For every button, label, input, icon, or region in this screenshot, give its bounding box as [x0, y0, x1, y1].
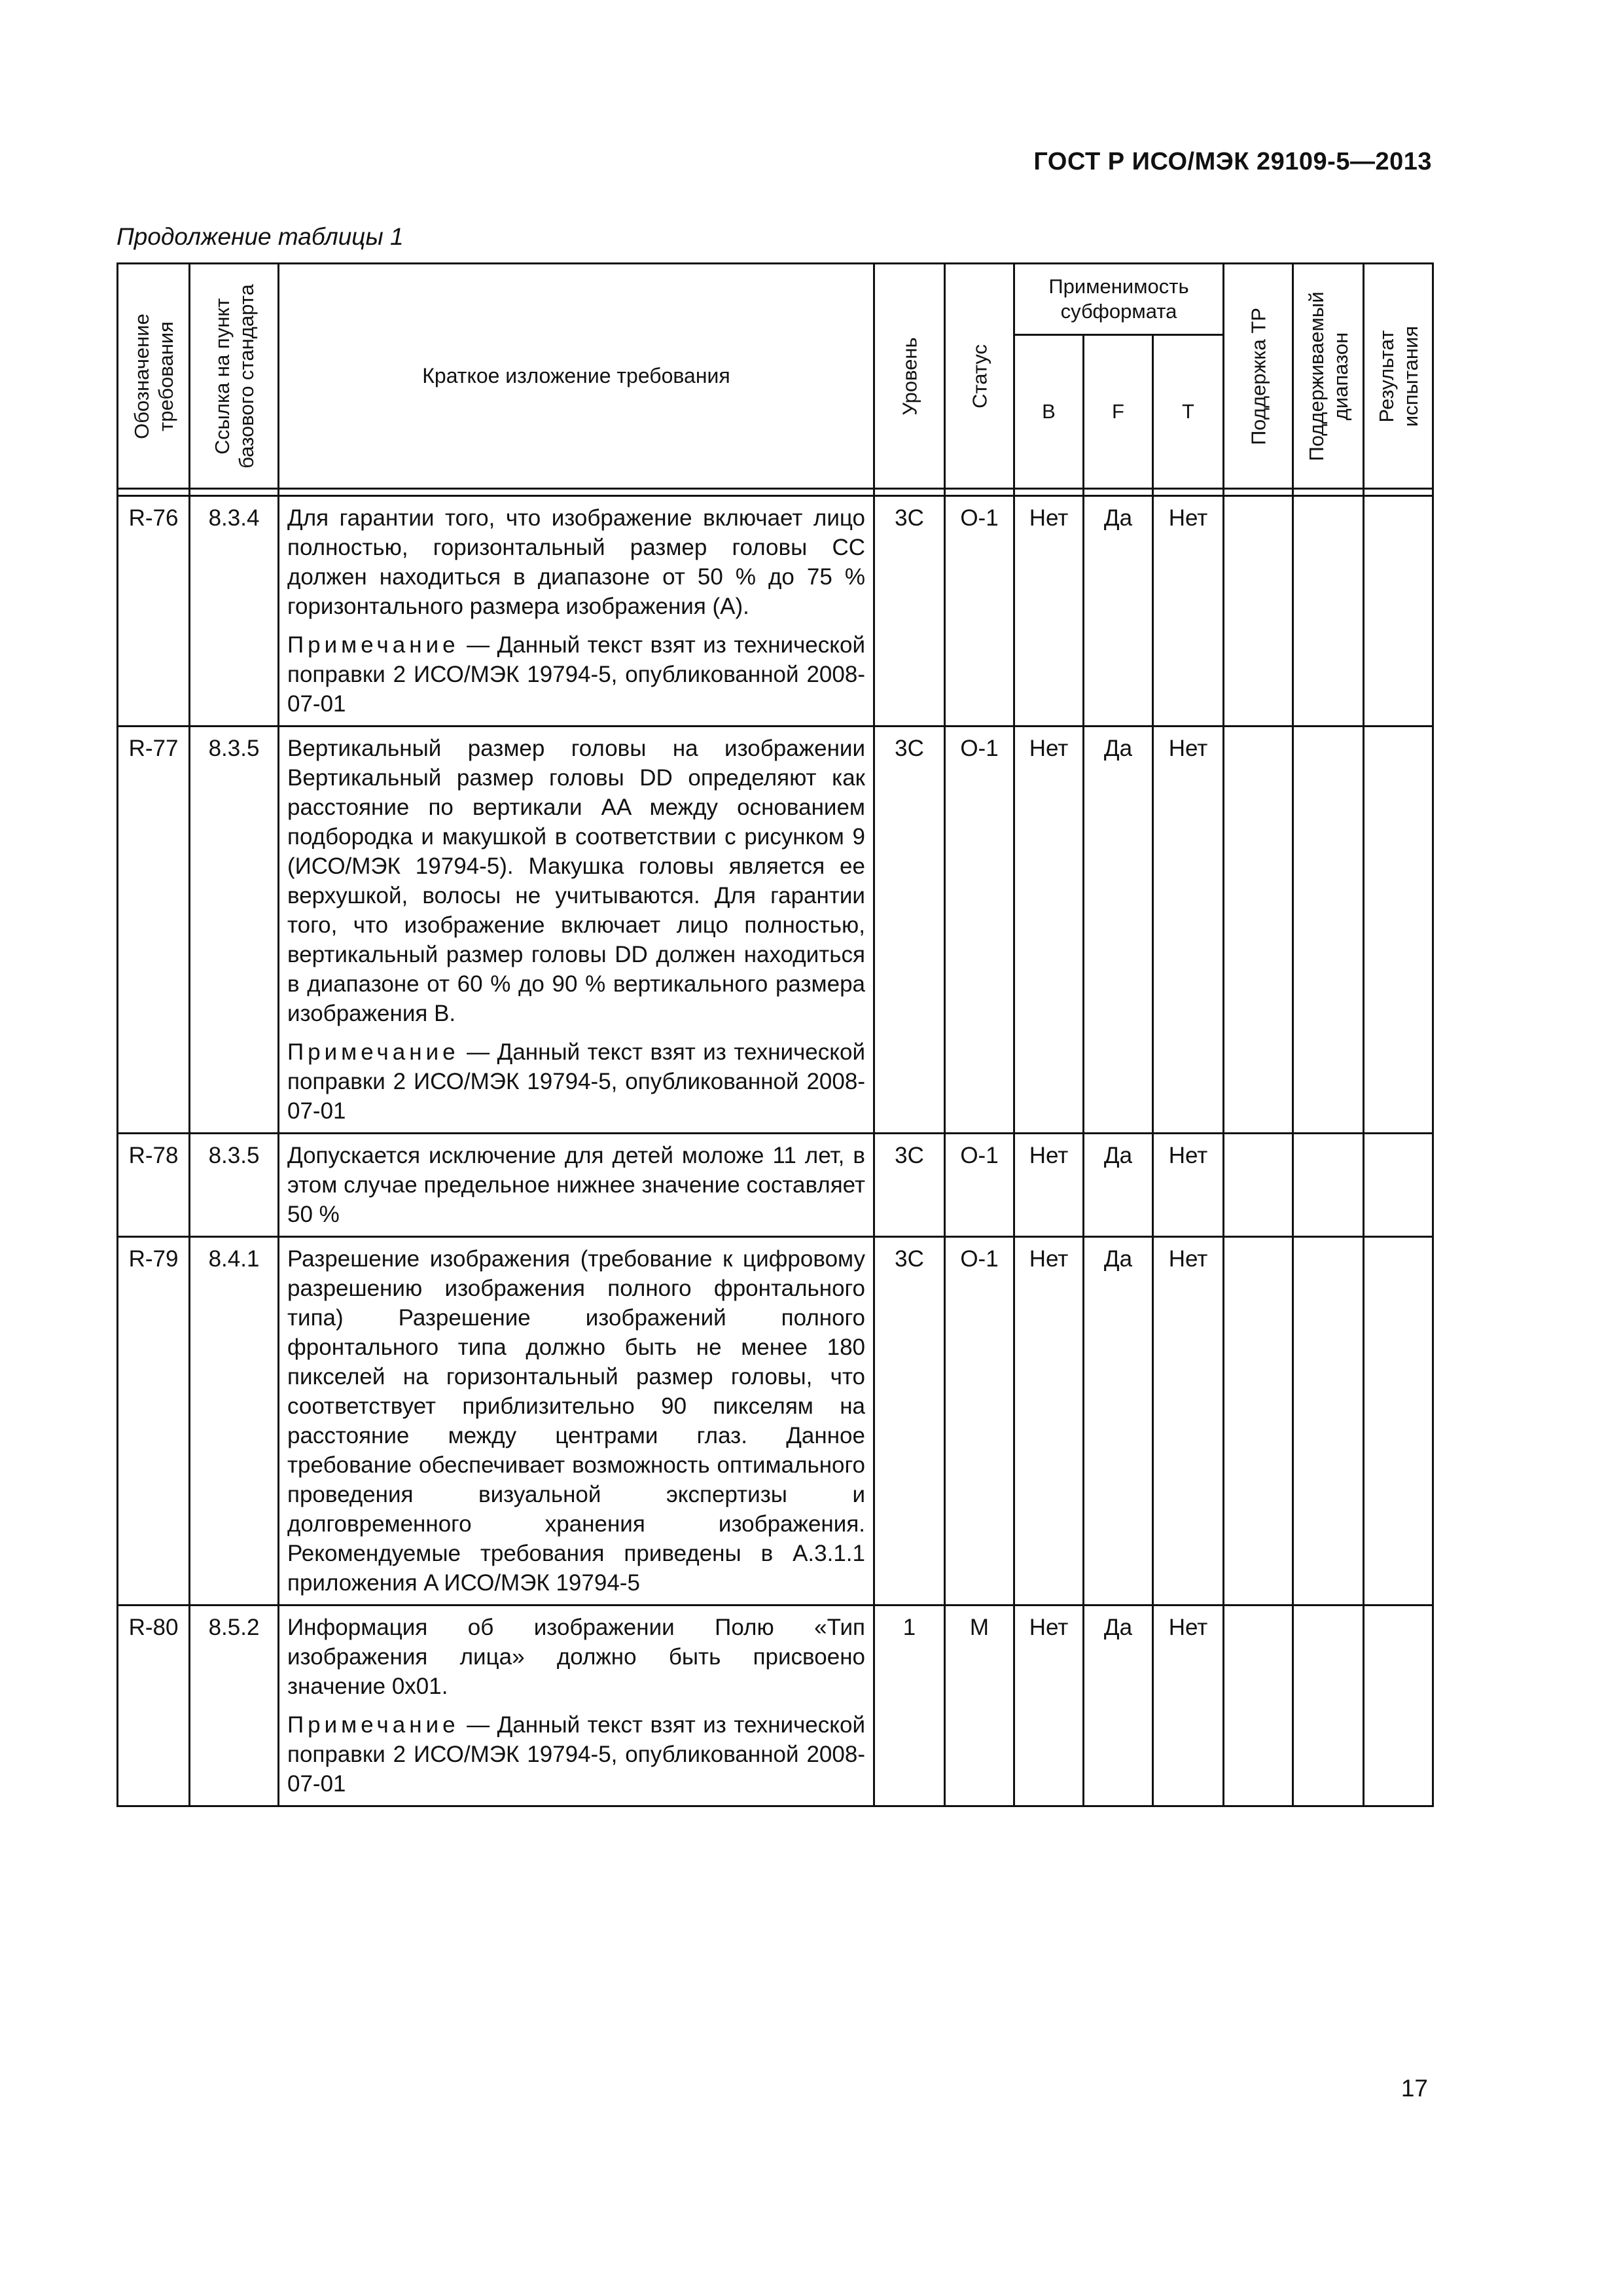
requirement-ref: 8.4.1: [190, 1237, 279, 1605]
note-text: — Данный текст взят из технической поправки 2 ИСО/МЭК 19794-5, опубликованной 2008-07-01: [287, 632, 865, 717]
table-row: [118, 1134, 1433, 1237]
requirement-text: Информация об изображении Полю «Тип изображения лица» должно быть присвоено значение 0x01.: [287, 1615, 865, 1699]
requirement-note: [287, 630, 865, 719]
requirement-level: 3C: [874, 726, 945, 1134]
tp-support-cell: [1224, 1134, 1293, 1237]
subformat-f: Да: [1084, 726, 1153, 1134]
subformat-b: Нет: [1014, 1237, 1084, 1605]
note-label: Примечание: [287, 632, 459, 658]
column-header-status: Статус: [945, 264, 1014, 489]
subformat-t: Нет: [1153, 1134, 1224, 1237]
note-text: — Данный текст взят из технической поправки 2 ИСО/МЭК 19794-5, опубликованной 2008-07-01: [287, 1039, 865, 1124]
range-cell: [1293, 726, 1364, 1134]
document-header: ГОСТ Р ИСО/МЭК 29109-5—2013: [1033, 148, 1432, 175]
tp-support-cell: [1224, 1237, 1293, 1605]
result-cell: [1364, 726, 1433, 1134]
requirement-text: Вертикальный размер головы на изображении Вертикальный размер головы DD определяют как расстояние по вертикали AA между основанием подбородка и макушкой в соответствии с рисунком 9 (ИСО/МЭК 19794-5). Макушка головы является ее верхушкой, волосы не учитываются. Для гарантии того, что изображение включает лицо полностью, вертикальный размер головы DD должен находиться в диапазоне от 60 % до 90 % вертикального размера изображения B.: [287, 736, 865, 1026]
subformat-b: Нет: [1014, 1134, 1084, 1237]
note-text: — Данный текст взят из технической поправки 2 ИСО/МЭК 19794-5, опубликованной 2008-07-01: [287, 1712, 865, 1797]
tp-support-cell: [1224, 496, 1293, 726]
note-label: Примечание: [287, 1039, 459, 1065]
subformat-b: Нет: [1014, 726, 1084, 1134]
requirement-status: O-1: [945, 726, 1014, 1134]
requirement-text: Для гарантии того, что изображение включает лицо полностью, горизонтальный размер головы CC должен находиться в диапазоне от 50 % до 75 % горизонтального размера изображения (A).: [287, 505, 865, 619]
requirement-ref: 8.3.5: [190, 1134, 279, 1237]
requirement-id: R-77: [118, 726, 190, 1134]
range-cell: [1293, 496, 1364, 726]
range-cell: [1293, 1237, 1364, 1605]
subformat-f: Да: [1084, 496, 1153, 726]
column-header-result: Результат испытания: [1364, 264, 1433, 489]
requirement-text: Разрешение изображения (требование к цифровому разрешению изображения полного фронтального типа) Разрешение изображений полного фронтального типа должно быть не менее 180 пикселей на горизонтальный размер головы, что соответствует приблизительно 90 пикселям на расстояние между центрами глаз. Данное требование обеспечивает возможность оптимального проведения визуальной экспертизы и долговременного хранения изображения. Рекомендуемые требования приведены в A.3.1.1 приложения A ИСО/МЭК 19794-5: [287, 1246, 865, 1596]
requirement-status: M: [945, 1605, 1014, 1806]
requirement-note: [287, 1710, 865, 1799]
subformat-f: Да: [1084, 1134, 1153, 1237]
requirement-level: 3C: [874, 1134, 945, 1237]
column-header-summary: Краткое изложение требования: [279, 264, 874, 489]
column-header-applicability: Применимость субформата: [1014, 264, 1224, 335]
requirement-summary: [279, 496, 874, 726]
column-header-t: T: [1153, 335, 1224, 489]
column-header-f: F: [1084, 335, 1153, 489]
subformat-t: Нет: [1153, 726, 1224, 1134]
table-row: [118, 1605, 1433, 1806]
note-label: Примечание: [287, 1712, 459, 1738]
requirement-level: 3C: [874, 496, 945, 726]
requirement-id: R-78: [118, 1134, 190, 1237]
requirement-status: O-1: [945, 1134, 1014, 1237]
table-caption: Продолжение таблицы 1: [116, 223, 404, 250]
range-cell: [1293, 1134, 1364, 1237]
tp-support-cell: [1224, 1605, 1293, 1806]
requirement-level: 1: [874, 1605, 945, 1806]
requirement-status: O-1: [945, 1237, 1014, 1605]
subformat-f: Да: [1084, 1605, 1153, 1806]
header-separator: [118, 489, 1433, 496]
subformat-b: Нет: [1014, 1605, 1084, 1806]
requirement-status: O-1: [945, 496, 1014, 726]
requirement-summary: [279, 1134, 874, 1237]
column-header-level: Уровень: [874, 264, 945, 489]
column-header-b: B: [1014, 335, 1084, 489]
column-header-ref: Ссылка на пункт базового стандарта: [190, 264, 279, 489]
result-cell: [1364, 496, 1433, 726]
subformat-t: Нет: [1153, 1237, 1224, 1605]
column-header-tp-support: Поддержка ТР: [1224, 264, 1293, 489]
requirement-ref: 8.5.2: [190, 1605, 279, 1806]
table-row: [118, 1237, 1433, 1605]
subformat-f: Да: [1084, 1237, 1153, 1605]
requirement-id: R-76: [118, 496, 190, 726]
page-number: 17: [1400, 2075, 1428, 2102]
requirement-note: [287, 1037, 865, 1126]
result-cell: [1364, 1605, 1433, 1806]
requirements-table: [116, 262, 1434, 1807]
requirement-summary: [279, 1605, 874, 1806]
table-row: [118, 496, 1433, 726]
requirement-summary: [279, 1237, 874, 1605]
range-cell: [1293, 1605, 1364, 1806]
requirement-id: R-79: [118, 1237, 190, 1605]
column-header-id: Обозначение требования: [118, 264, 190, 489]
requirement-text: Допускается исключение для детей моложе 11 лет, в этом случае предельное нижнее значение составляет 50 %: [287, 1143, 865, 1227]
column-header-range: Поддерживаемый диапазон: [1293, 264, 1364, 489]
requirement-ref: 8.3.4: [190, 496, 279, 726]
requirement-ref: 8.3.5: [190, 726, 279, 1134]
subformat-b: Нет: [1014, 496, 1084, 726]
result-cell: [1364, 1237, 1433, 1605]
table-row: [118, 726, 1433, 1134]
subformat-t: Нет: [1153, 1605, 1224, 1806]
result-cell: [1364, 1134, 1433, 1237]
requirement-level: 3C: [874, 1237, 945, 1605]
subformat-t: Нет: [1153, 496, 1224, 726]
requirement-id: R-80: [118, 1605, 190, 1806]
requirement-summary: [279, 726, 874, 1134]
tp-support-cell: [1224, 726, 1293, 1134]
